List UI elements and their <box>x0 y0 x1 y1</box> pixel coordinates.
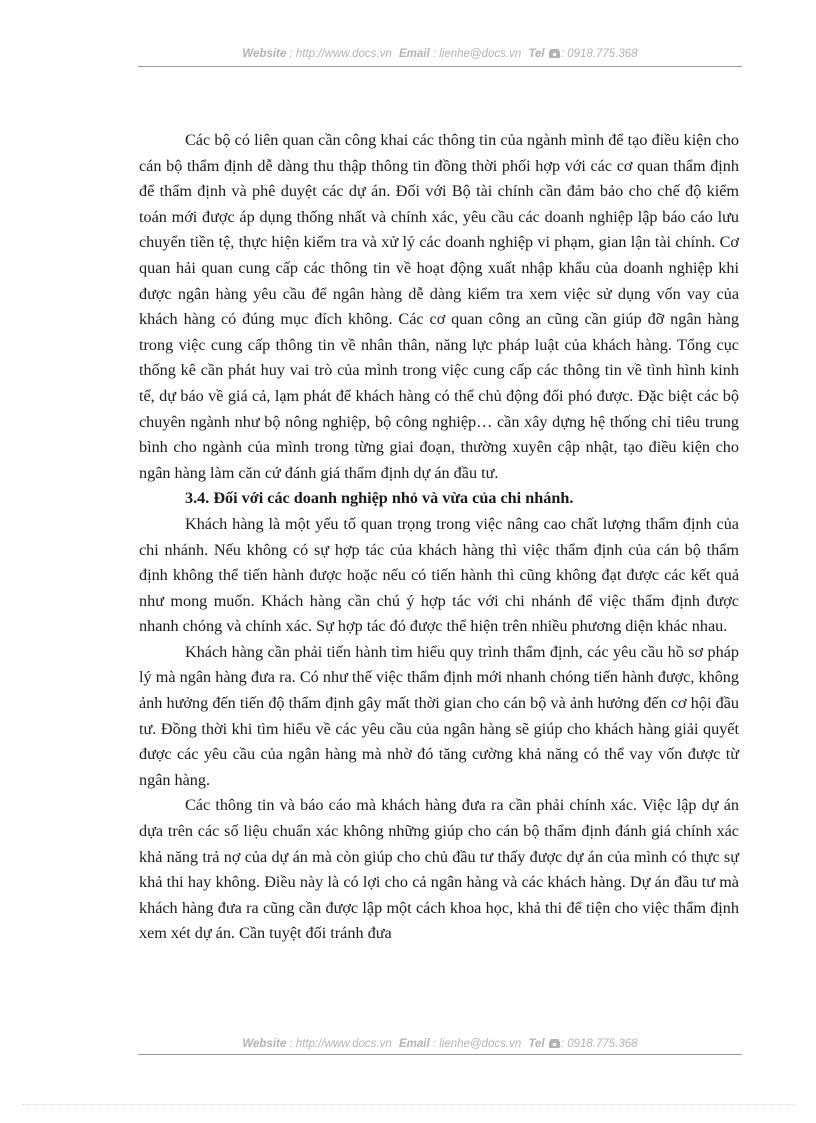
footer-tel-label: Tel <box>528 1038 545 1050</box>
page-header: Website : http://www.docs.vn Email : lienhe@docs.vn Tel : 0918.775.368 <box>242 48 638 60</box>
footer-rule <box>138 1054 742 1055</box>
phone-icon <box>549 1039 560 1048</box>
header-tel-value: 0918.775.368 <box>567 48 638 60</box>
phone-icon <box>549 49 560 58</box>
paragraph: Khách hàng là một yếu tố quan trọng trong việc nâng cao chất lượng thẩm định của chi nhánh. Nếu không có sự hợp tác của khách hàng thì việc thẩm định của cán bộ thẩm định không thể tiến hành được hoặc nếu có tiến hành thì cũng không đạt được các kết quả như mong muốn. Khách hàng cần chú ý hợp tác với chi nhánh để việc thẩm định được nhanh chóng và chính xác. Sự hợp tác đó được thể hiện trên nhiều phương diện khác nhau. <box>139 514 739 636</box>
header-email-link[interactable]: lienhe@docs.vn <box>439 48 522 60</box>
paragraph: Các thông tin và báo cáo mà khách hàng đưa ra cần phải chính xác. Việc lập dự án dựa trên các số liệu chuẩn xác không những giúp cho cán bộ thẩm định đánh giá chính xác khả năng trả nợ của dự án mà còn giúp cho chủ đầu tư thấy được dự án của mình có thực sự khả thi hay không. Điều này là có lợi cho cả ngân hàng và các khách hàng. Dự án đầu tư mà khách hàng đưa ra cũng cần được lập một cách khoa học, khả thi để tiện cho việc thẩm định xem xét dự án. Cần tuyệt đối tránh đưa <box>139 796 739 943</box>
section-heading: 3.4. Đối với các doanh nghiệp nhỏ và vừa của chi nhánh. <box>185 489 574 508</box>
header-website-link[interactable]: http://www.docs.vn <box>295 48 392 60</box>
footer-email-label: Email <box>398 1038 430 1050</box>
header-tel-label: Tel <box>528 48 545 60</box>
footer-website-label: Website <box>242 1038 287 1050</box>
header-rule <box>138 66 742 67</box>
page-footer: Website : http://www.docs.vn Email : lienhe@docs.vn Tel : 0918.775.368 <box>242 1038 638 1050</box>
document-body <box>139 128 739 947</box>
footer-email-link[interactable]: lienhe@docs.vn <box>439 1038 522 1050</box>
page-bottom-divider <box>22 1104 794 1105</box>
paragraph: Khách hàng cần phải tiến hành tìm hiểu quy trình thẩm định, các yêu cầu hồ sơ pháp lý mà ngân hàng đưa ra. Có như thế việc thẩm định mới nhanh chóng tiến hành được, không ảnh hưởng đến tiến độ thẩm định gây mất thời gian cho cán bộ và ảnh hưởng đến cơ hội đầu tư. Đồng thời khi tìm hiểu về các yêu cầu của ngân hàng sẽ giúp cho khách hàng giải quyết được các yêu cầu của ngân hàng mà nhờ đó tăng cường khả năng có thể vay vốn được từ ngân hàng. <box>139 642 739 789</box>
header-email-label: Email <box>398 48 430 60</box>
header-website-label: Website <box>242 48 287 60</box>
footer-website-link[interactable]: http://www.docs.vn <box>295 1038 392 1050</box>
footer-tel-value: 0918.775.368 <box>567 1038 638 1050</box>
paragraph: Các bộ có liên quan cần công khai các thông tin của ngành mình để tạo điều kiện cho cán bộ thẩm định dễ dàng thu thập thông tin đồng thời phối hợp với các cơ quan thẩm định để thẩm định và phê duyệt các dự án. Đối với Bộ tài chính cần đảm bảo cho chế độ kiểm toán mới được áp dụng thống nhất và chính xác, yêu cầu các doanh nghiệp lập báo cáo lưu chuyển tiền tệ, thực hiện kiểm tra và xử lý các doanh nghiệp vi phạm, gian lận tài chính. Cơ quan hải quan cung cấp các thông tin về hoạt động xuất nhập khẩu của doanh nghiệp khi được ngân hàng yêu cầu để ngân hàng dễ dàng kiểm tra xem việc sử dụng vốn vay của khách hàng có đúng mục đích không. Các cơ quan công an cũng cần giúp đỡ ngân hàng trong việc cung cấp thông tin về nhân thân, năng lực pháp luật của khách hàng. Tổng cục thống kê cần phát huy vai trò của mình trong việc cung cấp các thông tin về tình hình kinh tế, dự báo về giá cả, lạm phát để khách hàng có thể chủ động đối phó được. Đặc biệt các bộ chuyên ngành như bộ nông nghiệp, bộ công nghiệp… cần xây dựng hệ thống chỉ tiêu trung bình cho ngành của mình trong từng giai đoạn, thường xuyên cập nhật, tạo điều kiện cho ngân hàng làm căn cứ đánh giá thẩm định dự án đầu tư. <box>139 131 739 482</box>
